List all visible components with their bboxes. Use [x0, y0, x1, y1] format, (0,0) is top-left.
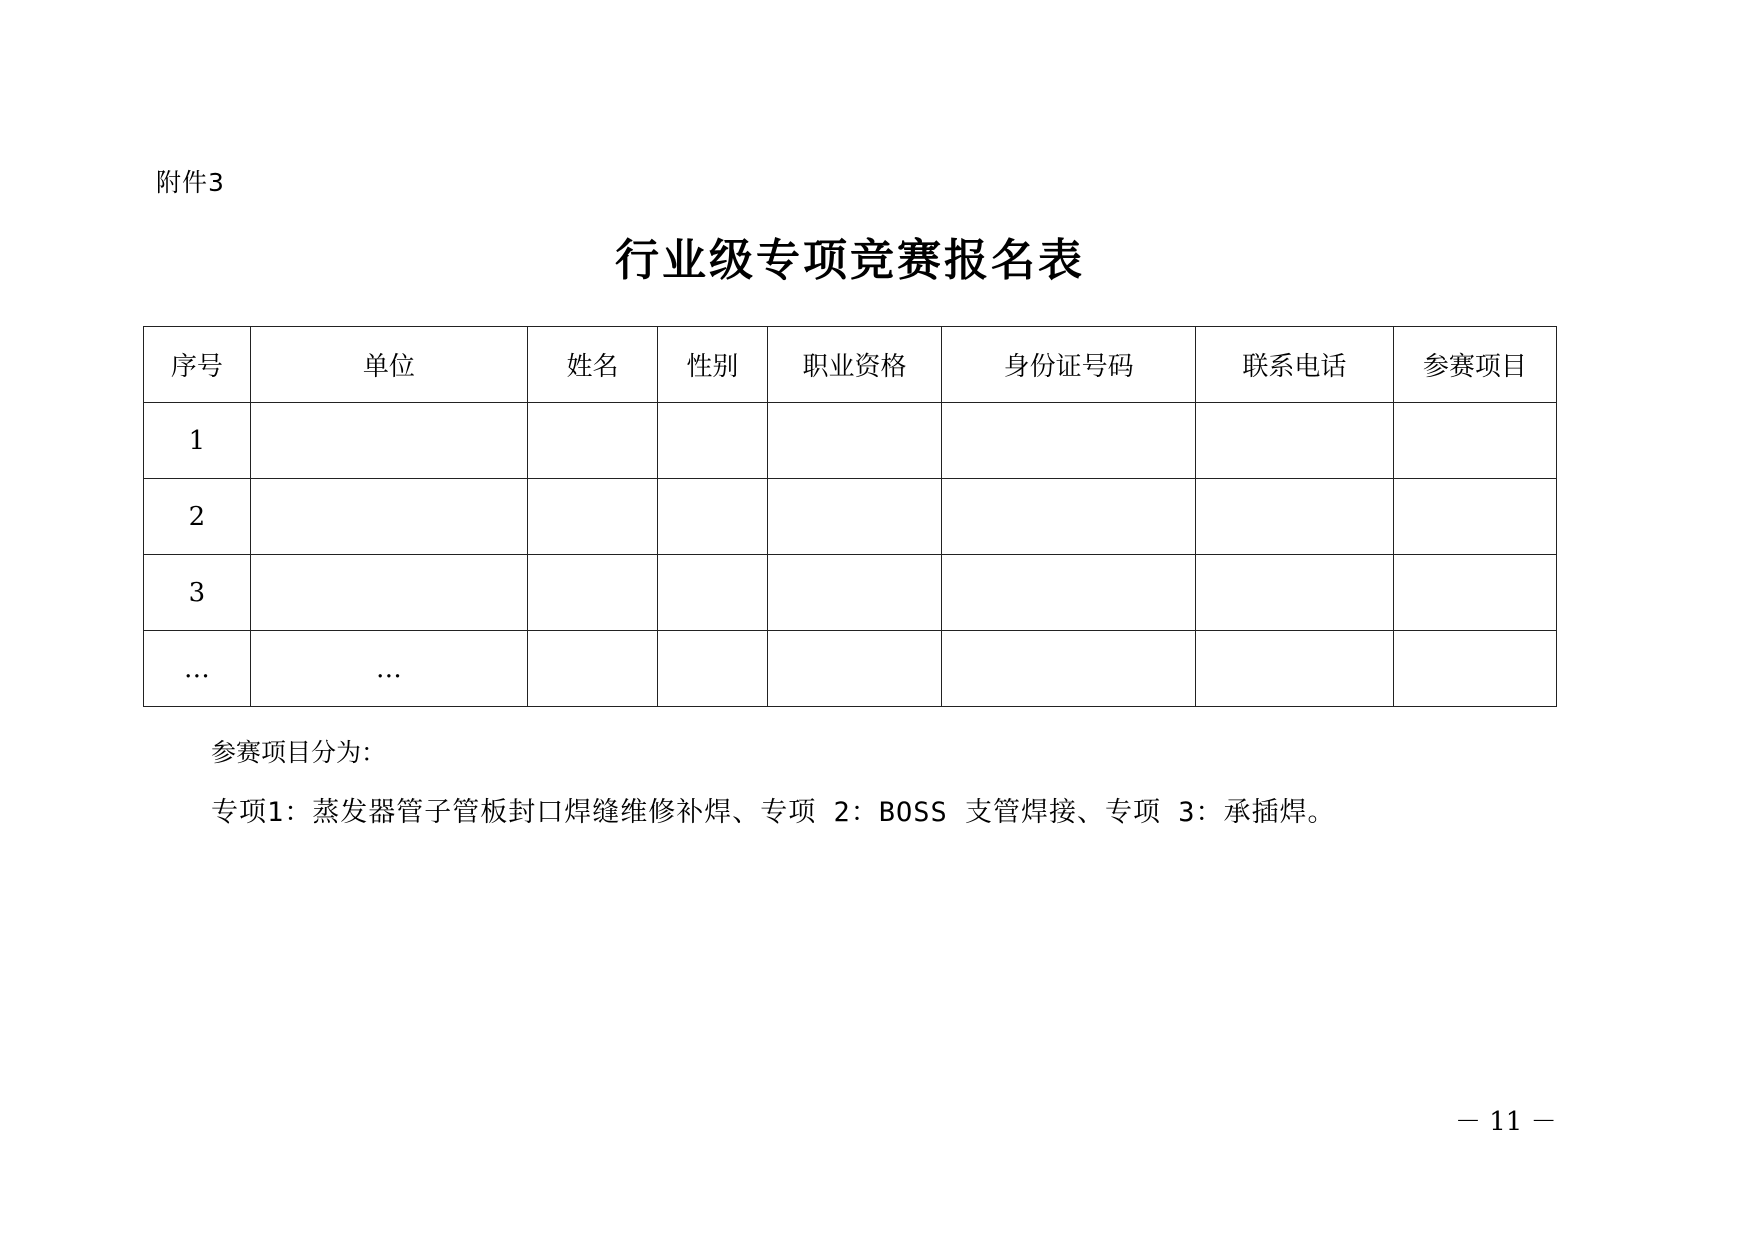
cell-gender	[657, 479, 767, 555]
table-row	[144, 479, 1557, 555]
note-label: 参赛项目分为：	[211, 738, 387, 767]
cell-event	[1393, 403, 1556, 479]
header-unit: 单位	[250, 327, 527, 403]
cell-serial-number: 1	[144, 403, 251, 479]
cell-serial-number: 2	[144, 479, 251, 555]
cell-id-number	[942, 403, 1196, 479]
cell-gender	[657, 403, 767, 479]
cell-qualification	[767, 479, 941, 555]
cell-qualification	[767, 631, 941, 707]
table-row	[144, 403, 1557, 479]
header-event: 参赛项目	[1393, 327, 1556, 403]
cell-qualification	[767, 555, 941, 631]
attachment-label: 附件3	[156, 168, 225, 197]
cell-serial-number: …	[144, 631, 251, 707]
cell-phone	[1196, 555, 1394, 631]
cell-name	[527, 631, 657, 707]
header-gender: 性别	[657, 327, 767, 403]
cell-qualification	[767, 403, 941, 479]
cell-gender	[657, 631, 767, 707]
cell-name	[527, 555, 657, 631]
cell-unit	[250, 403, 527, 479]
cell-id-number	[942, 555, 1196, 631]
cell-phone	[1196, 403, 1394, 479]
header-qualification: 职业资格	[767, 327, 941, 403]
table-row	[144, 631, 1557, 707]
cell-id-number	[942, 479, 1196, 555]
document-title: 行业级专项竞赛报名表	[615, 235, 1085, 286]
cell-event	[1393, 555, 1556, 631]
cell-phone	[1196, 479, 1394, 555]
table-row	[144, 555, 1557, 631]
cell-event	[1393, 479, 1556, 555]
header-id-number: 身份证号码	[942, 327, 1196, 403]
header-phone: 联系电话	[1196, 327, 1394, 403]
cell-unit	[250, 479, 527, 555]
cell-event	[1393, 631, 1556, 707]
note-text: 专项1：蒸发器管子管板封口焊缝维修补焊、专项 2：BOSS 支管焊接、专项 3：承插焊。	[211, 797, 1336, 828]
cell-id-number	[942, 631, 1196, 707]
cell-unit: …	[250, 631, 527, 707]
page-number: － 11 －	[1455, 1107, 1557, 1137]
cell-name	[527, 403, 657, 479]
header-name: 姓名	[527, 327, 657, 403]
cell-name	[527, 479, 657, 555]
cell-gender	[657, 555, 767, 631]
registration-table	[143, 326, 1557, 707]
header-serial-number: 序号	[144, 327, 251, 403]
cell-serial-number: 3	[144, 555, 251, 631]
table-header-row	[144, 327, 1557, 403]
cell-phone	[1196, 631, 1394, 707]
cell-unit	[250, 555, 527, 631]
